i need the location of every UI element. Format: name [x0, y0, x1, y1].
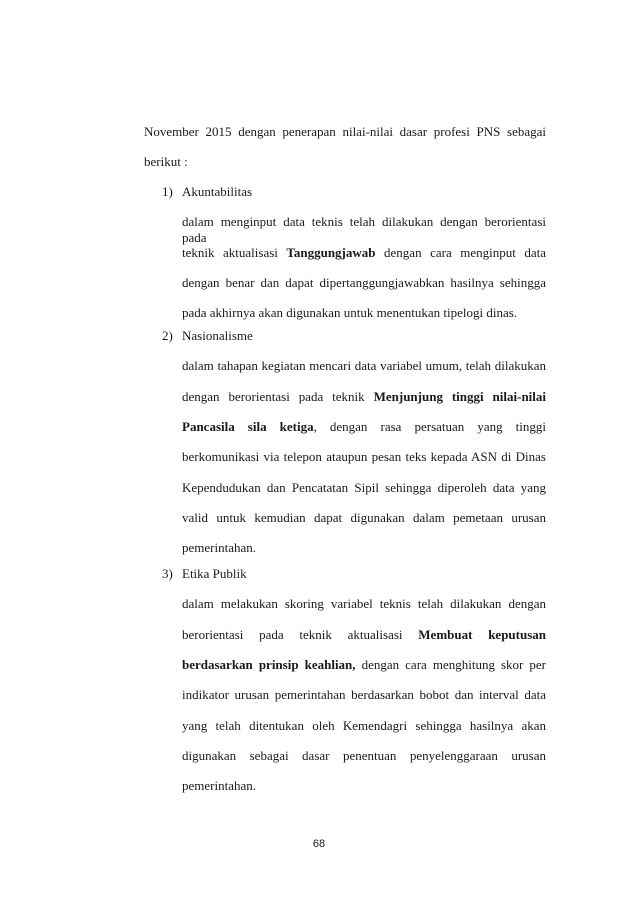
list-item-body-line: dengan berorientasi pada teknik Menjunjung tinggi nilai-nilai — [182, 389, 547, 404]
list-item-body-line: dalam melakukan skoring variabel teknis telah dilakukan dengan — [182, 596, 546, 611]
list-item-title: Akuntabilitas — [182, 184, 253, 199]
emphasis-text: Menjunjung tinggi nilai-nilai — [373, 389, 547, 404]
list-item-body-line: dalam menginput data teknis telah dilakukan dengan berorientasi pada — [182, 214, 546, 245]
list-item-body-line: pemerintahan. — [182, 778, 256, 793]
list-item-body-line: dalam tahapan kegiatan mencari data variabel umum, telah dilakukan — [182, 358, 546, 373]
list-item-number: 2) — [162, 328, 173, 343]
list-item-title: Nasionalisme — [182, 328, 253, 343]
intro-line-2: berikut : — [144, 154, 188, 169]
list-item-body-line: dengan benar dan dapat dipertanggungjawabkan hasilnya sehingga — [182, 275, 546, 290]
list-item-number: 3) — [162, 566, 173, 581]
emphasis-text: Pancasila sila ketiga — [182, 419, 314, 434]
list-item-body-line: Pancasila sila ketiga, dengan rasa persatuan yang tinggi — [182, 419, 547, 434]
list-item-body-line: Kependudukan dan Pencatatan Sipil sehingga diperoleh data yang — [182, 480, 546, 495]
list-item-number: 1) — [162, 184, 173, 199]
list-item-body-line: pada akhirnya akan digunakan untuk menentukan tipelogi dinas. — [182, 305, 518, 320]
emphasis-text: berdasarkan prinsip keahlian, — [182, 657, 356, 672]
list-item-body-line: digunakan sebagai dasar penentuan penyelenggaraan urusan — [182, 748, 546, 763]
list-item-body-line: berkomunikasi via telepon ataupun pesan teks kepada ASN di Dinas — [182, 449, 546, 464]
list-item-body-line: berdasarkan prinsip keahlian, dengan cara menghitung skor per — [182, 657, 546, 672]
emphasis-text: Tanggungjawab — [286, 245, 376, 260]
list-item-body-line: indikator urusan pemerintahan berdasarkan bobot dan interval data — [182, 687, 546, 702]
list-item-body-line: berorientasi pada teknik aktualisasi Membuat keputusan — [182, 627, 546, 642]
emphasis-text: Membuat keputusan — [418, 627, 546, 642]
list-item-body-line: valid untuk kemudian dapat digunakan dalam pemetaan urusan — [182, 510, 546, 525]
list-item-body-line: pemerintahan. — [182, 540, 256, 555]
list-item-title: Etika Publik — [182, 566, 247, 581]
list-item-body-line: teknik aktualisasi Tanggungjawab dengan cara menginput data — [182, 245, 546, 260]
intro-line-1: November 2015 dengan penerapan nilai-nilai dasar profesi PNS sebagai — [144, 124, 546, 139]
list-item-body-line: yang telah ditentukan oleh Kemendagri sehingga hasilnya akan — [182, 718, 546, 733]
page-number: 68 — [312, 838, 326, 850]
